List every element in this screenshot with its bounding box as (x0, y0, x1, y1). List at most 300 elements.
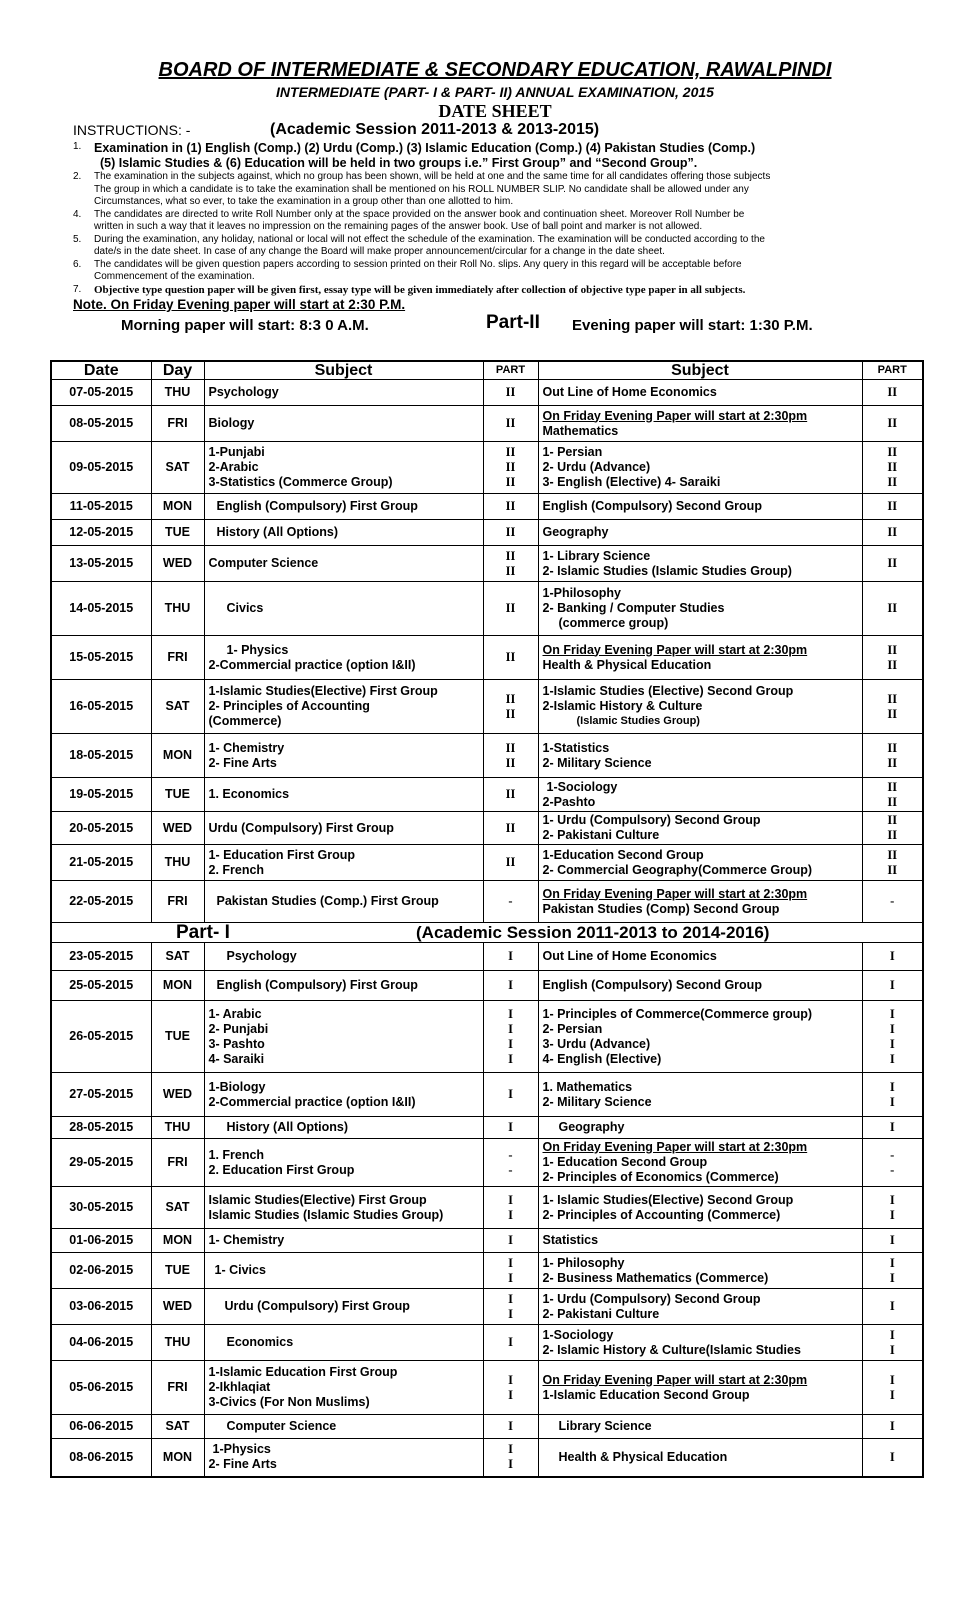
morning-subject (204, 1073, 483, 1117)
evening-part (862, 1361, 923, 1415)
instruction-line: (5) Islamic Studies & (6) Education will be held in two groups i.e.” First Group” and “Second Group”. (100, 156, 698, 170)
evening-subject (538, 1361, 862, 1415)
exam-date: 23-05-2015 (51, 943, 151, 971)
exam-day: TUE (151, 778, 204, 812)
evening-subject (538, 881, 862, 923)
evening-subject (538, 1187, 862, 1229)
exam-day: MON (151, 1439, 204, 1477)
evening-subject-line: 1- Urdu (Compulsory) Second Group (542, 813, 761, 827)
exam-day: WED (151, 546, 204, 582)
table-row (51, 1253, 923, 1289)
morning-subject (204, 1139, 483, 1187)
morning-part (483, 734, 538, 778)
evening-subject-line: 1- Islamic Studies(Elective) Second Group (542, 1192, 794, 1207)
table-row (51, 582, 923, 636)
date-sheet-table (50, 360, 924, 1478)
morning-part-line: I (508, 1306, 513, 1321)
morning-subject (204, 812, 483, 845)
morning-subject (204, 1187, 483, 1229)
morning-subject-line: 2-Arabic (208, 460, 259, 474)
morning-subject-line: 1-Islamic Education First Group (208, 1365, 398, 1379)
exam-day: THU (151, 582, 204, 636)
morning-part-line: II (505, 740, 516, 755)
morning-subject (204, 380, 483, 406)
instruction-line: The candidates will be given question papers according to session printed on their Roll No. slips. Any query in this regard will be acceptable before (94, 258, 742, 270)
instruction-item (73, 234, 940, 259)
morning-part-line: I (508, 1006, 513, 1021)
morning-part-line: II (505, 499, 516, 513)
exam-date: 08-05-2015 (51, 406, 151, 442)
evening-subject (538, 734, 862, 778)
morning-part (483, 971, 538, 1001)
exam-day: FRI (151, 1139, 204, 1187)
table-row (51, 1289, 923, 1325)
morning-part-line: I (508, 1207, 513, 1222)
exam-date: 11-05-2015 (51, 494, 151, 520)
evening-subject-line: Pakistan Studies (Comp) Second Group (542, 901, 780, 916)
evening-part-line: I (889, 1094, 895, 1109)
morning-part-line: I (508, 949, 513, 963)
evening-part (862, 546, 923, 582)
instruction-item (73, 171, 940, 209)
morning-subject-line: English (Compulsory) First Group (216, 499, 418, 513)
evening-subject (538, 1117, 862, 1139)
evening-part-line: II (887, 556, 898, 570)
morning-part-line: II (505, 548, 516, 563)
evening-subject (538, 1439, 862, 1477)
morning-part (483, 520, 538, 546)
morning-subject (204, 1001, 483, 1073)
morning-part-line: II (505, 445, 516, 459)
date-sheet-title: DATE SHEET (438, 101, 552, 121)
evening-subject-line: 1. Mathematics (542, 1079, 633, 1094)
morning-subject-line: 1. French (208, 1147, 265, 1162)
morning-subject-line: 2-Commercial practice (option I&II) (208, 1094, 416, 1109)
morning-subject-line: 1- Arabic (208, 1006, 262, 1021)
evening-subject-line: 1- Principles of Commerce(Commerce group) (542, 1006, 813, 1021)
evening-part (862, 520, 923, 546)
table-row (51, 845, 923, 881)
evening-subject-line: 1-Sociology (542, 1327, 614, 1342)
exam-day: FRI (151, 636, 204, 680)
col-subject-morning: Subject (204, 361, 483, 380)
evening-subject-line: (commerce group) (558, 616, 669, 630)
exam-day: FRI (151, 1361, 204, 1415)
table-row (51, 971, 923, 1001)
table-row (51, 1139, 923, 1187)
instruction-body (94, 234, 765, 259)
evening-subject-line: 2- Commercial Geography(Commerce Group) (542, 862, 813, 877)
evening-part-line: II (887, 499, 898, 513)
evening-subject-line: 1- Urdu (Compulsory) Second Group (542, 1291, 761, 1306)
evening-subject-line: 1-Philosophy (542, 586, 621, 600)
evening-part (862, 494, 923, 520)
evening-subject (538, 582, 862, 636)
evening-subject (538, 406, 862, 442)
evening-part (862, 1325, 923, 1361)
exam-day: TUE (151, 1253, 204, 1289)
morning-part-line: I (508, 1457, 513, 1472)
evening-part (862, 943, 923, 971)
table-row (51, 881, 923, 923)
exam-day: TUE (151, 520, 204, 546)
instructions-heading (50, 122, 940, 140)
evening-part-line: II (887, 706, 898, 721)
exam-date: 14-05-2015 (51, 582, 151, 636)
evening-part (862, 1229, 923, 1253)
evening-part-line: II (887, 601, 898, 615)
evening-subject (538, 1415, 862, 1439)
part2-rows (51, 380, 923, 923)
exam-title: INTERMEDIATE (PART- I & PART- II) ANNUAL EXAMINATION, 2015 (276, 84, 714, 100)
morning-subject-line: History (All Options) (226, 1120, 349, 1134)
evening-subject-line: 4- English (Elective) (542, 1051, 662, 1066)
evening-subject (538, 520, 862, 546)
morning-part (483, 881, 538, 923)
evening-part (862, 582, 923, 636)
exam-day: SAT (151, 1415, 204, 1439)
morning-part (483, 1117, 538, 1139)
evening-subject-line: English (Compulsory) Second Group (542, 499, 762, 513)
morning-subject-line: 2-Commercial practice (option I&II) (208, 657, 416, 672)
table-row (51, 494, 923, 520)
exam-day: MON (151, 971, 204, 1001)
evening-part-line: I (889, 978, 895, 992)
morning-subject (204, 1361, 483, 1415)
exam-day: FRI (151, 406, 204, 442)
exam-date: 09-05-2015 (51, 442, 151, 494)
evening-subject (538, 1001, 862, 1073)
part1-session: (Academic Session 2011-2013 to 2014-2016) (416, 923, 770, 942)
table-row (51, 380, 923, 406)
evening-subject-line: 2- Pakistani Culture (542, 828, 660, 842)
morning-subject (204, 494, 483, 520)
exam-day: THU (151, 1325, 204, 1361)
evening-subject (538, 636, 862, 680)
instruction-line: Examination in (1) English (Comp.) (2) Urdu (Comp.) (3) Islamic Education (Comp.) (4) Pakistan Studies (Comp.) (94, 141, 756, 155)
exam-date: 01-06-2015 (51, 1229, 151, 1253)
morning-part (483, 1325, 538, 1361)
morning-subject-line: 2. Education First Group (208, 1162, 355, 1177)
morning-subject-line: Civics (226, 601, 264, 615)
table-row (51, 636, 923, 680)
evening-subject-line: 2- Persian (542, 1021, 603, 1036)
exam-day: THU (151, 1117, 204, 1139)
morning-part (483, 1361, 538, 1415)
exam-day: SAT (151, 680, 204, 734)
exam-date: 19-05-2015 (51, 778, 151, 812)
exam-date: 28-05-2015 (51, 1117, 151, 1139)
evening-part-line: II (887, 862, 898, 877)
evening-subject-line: On Friday Evening Paper will start at 2:30pm (542, 1140, 808, 1154)
morning-subject (204, 636, 483, 680)
exam-day: MON (151, 734, 204, 778)
morning-part-line: II (505, 563, 516, 578)
evening-part-line: I (889, 1233, 895, 1247)
evening-subject-line: 1- Persian (542, 445, 603, 459)
evening-part-line: I (889, 1021, 895, 1036)
morning-part-line: II (505, 820, 516, 835)
instruction-line: The examination in the subjects against, which no group has been shown, will be held at one and the same time for all candidates offering those subjects (94, 171, 771, 182)
morning-part-line: - (508, 894, 513, 908)
evening-part-line: I (889, 1327, 895, 1342)
evening-subject (538, 778, 862, 812)
evening-subject (538, 1073, 862, 1117)
instruction-line: Commencement of the examination. (94, 271, 255, 282)
morning-subject-line: 2- Principles of Accounting (208, 699, 370, 713)
evening-subject-line: Geography (558, 1120, 625, 1134)
evening-subject-line: On Friday Evening Paper will start at 2:30pm (542, 642, 808, 657)
evening-part (862, 1289, 923, 1325)
morning-subject (204, 1253, 483, 1289)
evening-subject-line: Statistics (542, 1233, 599, 1247)
morning-subject-line: 2- Fine Arts (208, 1457, 277, 1472)
evening-subject-line: 1-Islamic Studies (Elective) Second Group (542, 684, 794, 698)
instruction-body (94, 209, 744, 234)
evening-part (862, 1001, 923, 1073)
morning-part-line: I (508, 1120, 513, 1134)
col-date: Date (51, 361, 151, 380)
exam-day: THU (151, 380, 204, 406)
morning-part-line: I (508, 1419, 513, 1433)
morning-subject (204, 845, 483, 881)
evening-subject-line: On Friday Evening Paper will start at 2:30pm (542, 1372, 808, 1387)
evening-part (862, 406, 923, 442)
evening-part-line: I (889, 1270, 895, 1285)
evening-part (862, 636, 923, 680)
part2-heading: Part-II (486, 312, 540, 333)
exam-day: THU (151, 845, 204, 881)
morning-subject (204, 1117, 483, 1139)
morning-subject-line: 2- Fine Arts (208, 755, 277, 770)
morning-subject-line: 2. French (208, 862, 265, 877)
morning-part-line: I (508, 978, 513, 992)
morning-time: Morning paper will start: 8:3 0 A.M. (121, 317, 369, 334)
instructions-list (50, 141, 940, 296)
table-row (51, 1229, 923, 1253)
morning-subject (204, 582, 483, 636)
exam-date: 22-05-2015 (51, 881, 151, 923)
instruction-body (94, 171, 770, 209)
morning-part (483, 636, 538, 680)
table-row (51, 778, 923, 812)
exam-date: 15-05-2015 (51, 636, 151, 680)
morning-subject-line: 1-Islamic Studies(Elective) First Group (208, 684, 438, 698)
morning-subject-line: 1. Economics (208, 787, 290, 801)
evening-subject-line: 2- Principles of Economics (Commerce) (542, 1170, 779, 1184)
exam-date: 08-06-2015 (51, 1439, 151, 1477)
evening-subject (538, 680, 862, 734)
exam-date: 27-05-2015 (51, 1073, 151, 1117)
evening-subject (538, 971, 862, 1001)
morning-subject-line: (Commerce) (208, 714, 282, 728)
morning-part (483, 442, 538, 494)
instruction-item (73, 284, 940, 297)
evening-part-line: II (887, 385, 898, 399)
evening-part-line: II (887, 740, 898, 755)
instruction-line: Objective type question paper will be given first, essay type will be given immediately after collection of objective type paper in all subjects. (94, 283, 746, 296)
evening-part (862, 812, 923, 845)
morning-subject-line: History (All Options) (216, 525, 339, 539)
morning-part (483, 1253, 538, 1289)
evening-part-line: I (889, 1419, 895, 1433)
instruction-item (73, 259, 940, 284)
evening-part-line: - (890, 1147, 895, 1162)
evening-subject-line: On Friday Evening Paper will start at 2:30pm (542, 886, 808, 901)
morning-part-line: II (505, 385, 516, 399)
morning-part-line: - (508, 1147, 513, 1162)
instruction-number: 1. (73, 141, 82, 152)
morning-subject-line: Computer Science (208, 556, 319, 570)
evening-part-line: II (887, 794, 898, 809)
evening-part-line: II (887, 460, 898, 474)
evening-subject-line: 1-Statistics (542, 740, 610, 755)
instruction-number: 5. (73, 233, 82, 245)
morning-part-line: II (505, 601, 516, 615)
evening-part (862, 1187, 923, 1229)
table-row (51, 1117, 923, 1139)
morning-part-line: - (508, 1162, 513, 1177)
exam-date: 04-06-2015 (51, 1325, 151, 1361)
morning-part-line: II (505, 855, 516, 869)
morning-subject-line: 1-Punjabi (208, 445, 265, 459)
morning-subject-line: 1- Civics (214, 1263, 266, 1277)
evening-part (862, 680, 923, 734)
evening-part (862, 442, 923, 494)
exam-date: 30-05-2015 (51, 1187, 151, 1229)
evening-part-line: II (887, 691, 898, 706)
exam-day: WED (151, 1289, 204, 1325)
instruction-number: 6. (73, 258, 82, 270)
evening-subject (538, 1229, 862, 1253)
evening-part-line: II (887, 813, 898, 827)
exam-day: FRI (151, 881, 204, 923)
evening-subject-line: 3- English (Elective) 4- Saraiki (542, 475, 721, 489)
evening-part-line: I (889, 1342, 895, 1357)
morning-part (483, 1187, 538, 1229)
morning-part-line: II (505, 475, 516, 489)
morning-part-line: I (508, 1372, 513, 1387)
instruction-body (94, 141, 755, 171)
morning-subject (204, 778, 483, 812)
instruction-line: written in such a way that it leaves no impression on the remaining pages of the answer book. Use of ball point and marker is not allowed. (94, 221, 703, 232)
exam-day: SAT (151, 943, 204, 971)
evening-subject (538, 1289, 862, 1325)
morning-part (483, 546, 538, 582)
evening-subject (538, 494, 862, 520)
morning-subject-line: 3- Pashto (208, 1036, 265, 1051)
evening-subject-line: 3- Urdu (Advance) (542, 1036, 651, 1051)
evening-part-line: I (889, 1387, 895, 1402)
evening-subject-line: Out Line of Home Economics (542, 949, 717, 963)
evening-time: Evening paper will start: 1:30 P.M. (572, 317, 813, 334)
instruction-number: 2. (73, 171, 82, 182)
morning-part-line: I (508, 1387, 513, 1402)
exam-date: 20-05-2015 (51, 812, 151, 845)
evening-part (862, 881, 923, 923)
exam-day: MON (151, 494, 204, 520)
morning-subject-line: English (Compulsory) First Group (216, 978, 418, 992)
evening-part-line: II (887, 475, 898, 489)
morning-part-line: I (508, 1291, 513, 1306)
table-row (51, 1073, 923, 1117)
table-row (51, 812, 923, 845)
instruction-line: date/s in the date sheet. In case of any change the Board will make proper announcement/circular for a change in the date sheet. (94, 246, 665, 257)
evening-part-line: II (887, 416, 898, 430)
table-row (51, 1001, 923, 1073)
evening-subject (538, 845, 862, 881)
evening-subject-line: 2-Pashto (542, 794, 596, 809)
evening-subject-line: (Islamic Studies Group) (576, 715, 700, 727)
exam-date: 02-06-2015 (51, 1253, 151, 1289)
evening-subject-line: 2- Business Mathematics (Commerce) (542, 1270, 769, 1285)
evening-subject-line: On Friday Evening Paper will start at 2:30pm (542, 408, 808, 423)
morning-subject (204, 971, 483, 1001)
morning-part-line: I (508, 1036, 513, 1051)
morning-part-line: II (505, 706, 516, 721)
evening-subject (538, 1139, 862, 1187)
evening-part-line: I (889, 1372, 895, 1387)
morning-subject-line: 1- Chemistry (208, 1233, 285, 1247)
morning-subject (204, 406, 483, 442)
morning-subject-line: Urdu (Compulsory) First Group (224, 1299, 410, 1313)
evening-part (862, 971, 923, 1001)
morning-part-line: II (505, 525, 516, 539)
table-row (51, 406, 923, 442)
evening-part-line: - (890, 1162, 895, 1177)
evening-subject-line: Library Science (558, 1419, 652, 1433)
instruction-line: The group in which a candidate is to take the examination shall be mentioned on his ROLL NUMBER SLIP. No candidate shall be allowed under any (94, 183, 749, 195)
morning-subject (204, 1229, 483, 1253)
evening-part (862, 1439, 923, 1477)
evening-subject-line: 1- Philosophy (542, 1255, 625, 1270)
morning-part (483, 1229, 538, 1253)
morning-subject-line: Urdu (Compulsory) First Group (208, 820, 394, 835)
morning-subject (204, 442, 483, 494)
part1-divider-row (51, 923, 923, 943)
exam-date: 03-06-2015 (51, 1289, 151, 1325)
instructions-label: INSTRUCTIONS: - (73, 122, 191, 138)
evening-subject-line: 2- Banking / Computer Studies (542, 601, 725, 615)
evening-part-line: II (887, 828, 898, 842)
morning-subject-line: 3-Statistics (Commerce Group) (208, 475, 393, 489)
morning-subject (204, 943, 483, 971)
morning-subject-line: 1- Education First Group (208, 847, 356, 862)
morning-part (483, 1073, 538, 1117)
evening-part (862, 1415, 923, 1439)
table-row (51, 1187, 923, 1229)
morning-part-line: I (508, 1335, 513, 1349)
friday-note: Note. On Friday Evening paper will start at 2:30 P.M. (73, 297, 406, 312)
evening-subject-line: 2- Military Science (542, 755, 652, 770)
morning-part (483, 380, 538, 406)
instruction-body (94, 284, 745, 297)
evening-subject-line: 2-Islamic History & Culture (542, 699, 703, 713)
table-row (51, 680, 923, 734)
table-row (51, 520, 923, 546)
evening-subject-line: 2- Islamic Studies (Islamic Studies Group) (542, 563, 792, 578)
evening-subject-line: 2- Islamic History & Culture(Islamic Studies (542, 1342, 801, 1357)
morning-part (483, 494, 538, 520)
table-row (51, 546, 923, 582)
evening-part-line: II (887, 657, 898, 672)
exam-date: 29-05-2015 (51, 1139, 151, 1187)
evening-subject-line: 1-Sociology (546, 779, 618, 794)
evening-subject-line: 1-Islamic Education Second Group (542, 1387, 750, 1402)
instruction-number: 7. (73, 283, 82, 295)
evening-part-line: I (889, 1299, 895, 1313)
morning-part (483, 680, 538, 734)
